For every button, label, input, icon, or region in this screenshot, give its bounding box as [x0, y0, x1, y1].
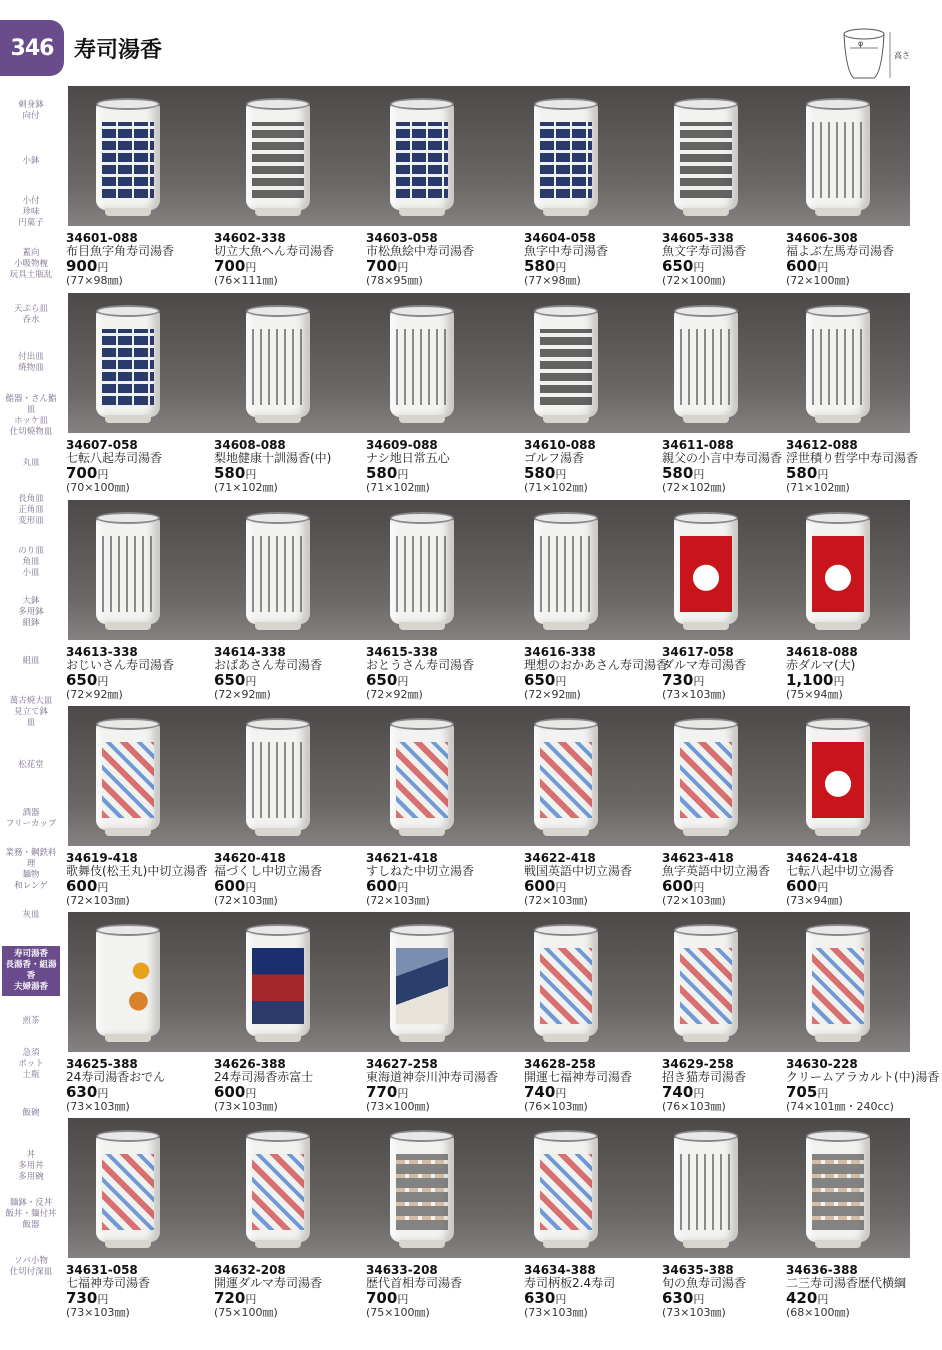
- sidebar-category-16[interactable]: 灰皿: [22, 910, 40, 920]
- product-name: ゴルフ湯香: [524, 451, 585, 465]
- product-info: [524, 232, 608, 287]
- product-info: [524, 852, 632, 907]
- yen-unit: 円: [97, 261, 109, 274]
- cup-image[interactable]: [96, 718, 160, 836]
- sidebar-category-3[interactable]: 蓋向 小吸物椀 玩具土瓶乱: [9, 248, 53, 280]
- cup-image[interactable]: [534, 512, 598, 630]
- cup-image[interactable]: [534, 98, 598, 216]
- cup-image[interactable]: [806, 98, 870, 216]
- cup-image[interactable]: [246, 718, 310, 836]
- yen-unit: 円: [245, 261, 257, 274]
- sidebar-category-18[interactable]: 煎茶: [22, 1016, 40, 1026]
- yen-unit: 円: [693, 261, 705, 274]
- product-info: [524, 1264, 615, 1319]
- cup-image[interactable]: [246, 1130, 310, 1248]
- yen-unit: 円: [555, 1293, 567, 1306]
- sidebar-category-2[interactable]: 小付 珍味 円菓子: [18, 196, 44, 228]
- product-size: (72×92㎜): [366, 688, 423, 701]
- cup-image[interactable]: [534, 718, 598, 836]
- product-name: 旬の魚寿司湯香: [662, 1276, 747, 1290]
- yen-unit: 円: [245, 1293, 257, 1306]
- product-price: 600: [66, 877, 98, 895]
- product-row-band: [68, 293, 910, 433]
- product-price: 420: [786, 1289, 818, 1307]
- product-info: [214, 439, 331, 494]
- product-code: 34621-418: [366, 851, 438, 865]
- cup-image[interactable]: [390, 98, 454, 216]
- product-price: 650: [524, 671, 556, 689]
- yen-unit: 円: [397, 1293, 409, 1306]
- product-info: [662, 1058, 746, 1113]
- product-name: 福よぶ左馬寿司湯香: [786, 244, 895, 258]
- product-price: 580: [786, 464, 818, 482]
- product-size: (73×94㎜): [786, 894, 843, 907]
- page-number-badge: 346: [0, 20, 64, 76]
- cup-image[interactable]: [674, 512, 738, 630]
- product-size: (71×102㎜): [214, 481, 278, 494]
- product-info: [66, 232, 174, 287]
- product-price: 580: [524, 464, 556, 482]
- product-info: [662, 646, 746, 701]
- product-code: 34616-338: [524, 645, 596, 659]
- product-name: すしねた中切立湯香: [366, 864, 475, 878]
- diameter-label: φ: [858, 39, 864, 48]
- product-name: 戦国英語中切立湯香: [524, 864, 633, 878]
- product-name: 東海道神奈川沖寿司湯香: [366, 1070, 499, 1084]
- yen-unit: 円: [555, 1087, 567, 1100]
- product-name: 布目魚字角寿司湯香: [66, 244, 175, 258]
- yen-unit: 円: [817, 881, 829, 894]
- product-price: 650: [66, 671, 98, 689]
- product-name: 市松魚絵中寿司湯香: [366, 244, 475, 258]
- product-code: 34627-258: [366, 1057, 438, 1071]
- product-info: [66, 852, 207, 907]
- product-code: 34626-388: [214, 1057, 286, 1071]
- product-row-band: [68, 912, 910, 1052]
- sidebar-category-17[interactable]: 寿司湯香 長湯香・組湯香 夫婦湯香: [2, 946, 60, 996]
- product-info: [366, 1264, 462, 1319]
- product-size: (70×100㎜): [66, 481, 130, 494]
- product-name: 歴代首相寿司湯香: [366, 1276, 463, 1290]
- product-size: (73×103㎜): [214, 1100, 278, 1113]
- product-code: 34612-088: [786, 438, 858, 452]
- product-name: 寿司柄板2.4寿司: [524, 1276, 616, 1290]
- product-size: (72×103㎜): [214, 894, 278, 907]
- product-name: ナシ地日常五心: [366, 451, 450, 465]
- product-size: (78×95㎜): [366, 274, 423, 287]
- product-price: 600: [214, 1083, 246, 1101]
- product-code: 34618-088: [786, 645, 858, 659]
- product-code: 34613-338: [66, 645, 138, 659]
- sidebar-category-4[interactable]: 天ぷら皿 呑水: [13, 304, 48, 325]
- product-code: 34631-058: [66, 1263, 138, 1277]
- product-price: 600: [524, 877, 556, 895]
- product-name: 梨地健康十訓湯香(中): [214, 451, 332, 465]
- product-row-band: [68, 1118, 910, 1258]
- yen-unit: 円: [817, 468, 829, 481]
- product-name: 歌舞伎(松王丸)中切立湯香: [66, 864, 208, 878]
- product-price: 705: [786, 1083, 818, 1101]
- cup-image[interactable]: [390, 1130, 454, 1248]
- product-price: 630: [662, 1289, 694, 1307]
- product-code: 34608-088: [214, 438, 286, 452]
- yen-unit: 円: [245, 675, 257, 688]
- product-price: 580: [214, 464, 246, 482]
- product-name: おじいさん寿司湯香: [66, 658, 175, 672]
- product-name: 浮世積り哲学中寿司湯香: [786, 451, 919, 465]
- yen-unit: 円: [97, 468, 109, 481]
- product-size: (74×101㎜・240cc): [786, 1100, 894, 1113]
- product-name: 切立大魚へん寿司湯香: [214, 244, 335, 258]
- product-name: 七転八起寿司湯香: [66, 451, 163, 465]
- cup-image[interactable]: [246, 512, 310, 630]
- product-size: (72×92㎜): [524, 688, 581, 701]
- sidebar-category-5[interactable]: 付出皿 焼物皿: [18, 352, 44, 373]
- product-code: 34602-338: [214, 231, 286, 245]
- cup-image[interactable]: [390, 924, 454, 1042]
- yen-unit: 円: [817, 1087, 829, 1100]
- product-price: 650: [662, 257, 694, 275]
- product-price: 700: [214, 257, 246, 275]
- cup-image[interactable]: [390, 305, 454, 423]
- yen-unit: 円: [397, 1087, 409, 1100]
- cup-image[interactable]: [674, 305, 738, 423]
- product-info: [524, 646, 668, 701]
- cup-image[interactable]: [246, 98, 310, 216]
- product-price: 580: [524, 257, 556, 275]
- cup-image[interactable]: [806, 924, 870, 1042]
- product-info: [786, 439, 918, 494]
- yen-unit: 円: [693, 881, 705, 894]
- sidebar-category-22[interactable]: 麺鉢・反丼 飯丼・麺付丼 飯器: [5, 1198, 57, 1230]
- product-code: 34634-388: [524, 1263, 596, 1277]
- product-price: 740: [524, 1083, 556, 1101]
- product-info: [66, 1058, 165, 1113]
- yen-unit: 円: [245, 468, 257, 481]
- product-code: 34611-088: [662, 438, 734, 452]
- sidebar-category-14[interactable]: 酒器 フリーカップ: [5, 808, 57, 829]
- product-price: 770: [366, 1083, 398, 1101]
- product-code: 34622-418: [524, 851, 596, 865]
- sidebar-category-8[interactable]: 長角皿 正角皿 変形皿: [18, 494, 44, 526]
- product-info: [662, 232, 746, 287]
- product-size: (76×103㎜): [662, 1100, 726, 1113]
- sidebar-category-15[interactable]: 業務・鋼鉄料理 麺物 和レンゲ: [5, 848, 57, 891]
- product-code: 34623-418: [662, 851, 734, 865]
- product-size: (75×100㎜): [366, 1306, 430, 1319]
- cup-image[interactable]: [96, 924, 160, 1042]
- product-code: 34604-058: [524, 231, 596, 245]
- product-info: [214, 646, 322, 701]
- product-price: 630: [524, 1289, 556, 1307]
- product-code: 34628-258: [524, 1057, 596, 1071]
- product-price: 600: [366, 877, 398, 895]
- sidebar-category-20[interactable]: 飯碗: [22, 1108, 40, 1118]
- product-row-band: [68, 500, 910, 640]
- yen-unit: 円: [555, 261, 567, 274]
- product-name: 魚字中寿司湯香: [524, 244, 609, 258]
- product-size: (73×103㎜): [662, 688, 726, 701]
- product-info: [662, 1264, 746, 1319]
- yen-unit: 円: [817, 1293, 829, 1306]
- sidebar-category-1[interactable]: 小鉢: [22, 156, 40, 166]
- product-code: 34605-338: [662, 231, 734, 245]
- product-info: [786, 1264, 906, 1319]
- product-size: (72×92㎜): [66, 688, 123, 701]
- product-name: 開運ダルマ寿司湯香: [214, 1276, 323, 1290]
- product-price: 720: [214, 1289, 246, 1307]
- product-size: (75×100㎜): [214, 1306, 278, 1319]
- sidebar-category-7[interactable]: 丸皿: [22, 458, 40, 468]
- product-info: [66, 646, 174, 701]
- product-price: 730: [66, 1289, 98, 1307]
- product-size: (72×103㎜): [524, 894, 588, 907]
- product-name: ダルマ寿司湯香: [662, 658, 747, 672]
- product-price: 700: [366, 257, 398, 275]
- sidebar-category-12[interactable]: 萬古焼大皿 見立て鉢 皿: [9, 696, 53, 728]
- product-code: 34629-258: [662, 1057, 734, 1071]
- product-info: [214, 852, 322, 907]
- yen-unit: 円: [555, 468, 567, 481]
- yen-unit: 円: [97, 1293, 109, 1306]
- yen-unit: 円: [397, 468, 409, 481]
- sidebar-category-10[interactable]: 大鉢 多用鉢 組鉢: [18, 596, 44, 628]
- product-size: (72×100㎜): [786, 274, 850, 287]
- cup-image[interactable]: [96, 98, 160, 216]
- sidebar-category-6[interactable]: 鮨器・さん鮨皿 ホッケ皿 仕切焼物皿: [5, 394, 57, 437]
- product-price: 650: [366, 671, 398, 689]
- product-info: [214, 232, 334, 287]
- cup-image[interactable]: [806, 718, 870, 836]
- product-code: 34615-338: [366, 645, 438, 659]
- cup-image[interactable]: [96, 305, 160, 423]
- product-info: [662, 852, 770, 907]
- product-name: 二三寿司湯香歴代横綱: [786, 1276, 907, 1290]
- product-info: [524, 1058, 632, 1113]
- product-code: 34617-058: [662, 645, 734, 659]
- sidebar-category-13[interactable]: 松花堂: [18, 760, 44, 770]
- product-info: [66, 1264, 150, 1319]
- cup-image[interactable]: [806, 512, 870, 630]
- yen-unit: 円: [555, 881, 567, 894]
- product-name: 福づくし中切立湯香: [214, 864, 323, 878]
- product-price: 900: [66, 257, 98, 275]
- product-price: 630: [66, 1083, 98, 1101]
- product-price: 730: [662, 671, 694, 689]
- product-info: [366, 1058, 498, 1113]
- yen-unit: 円: [397, 261, 409, 274]
- product-size: (72×103㎜): [66, 894, 130, 907]
- product-code: 34610-088: [524, 438, 596, 452]
- product-price: 580: [366, 464, 398, 482]
- yen-unit: 円: [245, 1087, 257, 1100]
- cup-image[interactable]: [96, 1130, 160, 1248]
- product-name: 七転八起中切立湯香: [786, 864, 895, 878]
- product-code: 34632-208: [214, 1263, 286, 1277]
- cup-image[interactable]: [674, 924, 738, 1042]
- cup-image[interactable]: [674, 718, 738, 836]
- product-size: (76×111㎜): [214, 274, 278, 287]
- product-code: 34624-418: [786, 851, 858, 865]
- product-info: [786, 646, 858, 701]
- product-price: 600: [786, 257, 818, 275]
- product-size: (73×103㎜): [66, 1306, 130, 1319]
- product-size: (72×92㎜): [214, 688, 271, 701]
- product-code: 34601-088: [66, 231, 138, 245]
- product-name: おばあさん寿司湯香: [214, 658, 323, 672]
- yen-unit: 円: [693, 468, 705, 481]
- cup-image[interactable]: [246, 924, 310, 1042]
- product-name: 親父の小言中寿司湯香: [662, 451, 783, 465]
- sidebar-category-0[interactable]: 刺身鉢 向付: [18, 100, 44, 121]
- yen-unit: 円: [397, 675, 409, 688]
- product-code: 34630-228: [786, 1057, 858, 1071]
- yen-unit: 円: [245, 881, 257, 894]
- product-code: 34609-088: [366, 438, 438, 452]
- product-size: (77×98㎜): [66, 274, 123, 287]
- yen-unit: 円: [817, 261, 829, 274]
- product-name: クリームアラカルト(中)湯香: [786, 1070, 940, 1084]
- product-name: 赤ダルマ(大): [786, 658, 856, 672]
- height-label: 高さ: [894, 51, 910, 60]
- cup-image[interactable]: [534, 924, 598, 1042]
- product-price: 650: [214, 671, 246, 689]
- product-info: [786, 852, 894, 907]
- product-name: 魚文字寿司湯香: [662, 244, 747, 258]
- yen-unit: 円: [397, 881, 409, 894]
- product-code: 34603-058: [366, 231, 438, 245]
- sidebar-category-19[interactable]: 急須 ポット 土瓶: [18, 1048, 44, 1080]
- product-name: 開運七福神寿司湯香: [524, 1070, 633, 1084]
- product-size: (72×102㎜): [662, 481, 726, 494]
- product-size: (73×103㎜): [662, 1306, 726, 1319]
- sidebar-category-21[interactable]: 丼 多用丼 多用碗: [18, 1150, 44, 1182]
- cup-image[interactable]: [806, 305, 870, 423]
- product-price: 740: [662, 1083, 694, 1101]
- product-size: (76×103㎜): [524, 1100, 588, 1113]
- product-code: 34606-308: [786, 231, 858, 245]
- product-code: 34625-388: [66, 1057, 138, 1071]
- yen-unit: 円: [693, 675, 705, 688]
- product-code: 34614-338: [214, 645, 286, 659]
- product-size: (75×94㎜): [786, 688, 843, 701]
- product-price: 600: [786, 877, 818, 895]
- product-size: (71×102㎜): [524, 481, 588, 494]
- category-sidebar: [0, 96, 62, 1350]
- product-info: [786, 232, 894, 287]
- product-size: (77×98㎜): [524, 274, 581, 287]
- product-size: (73×103㎜): [524, 1306, 588, 1319]
- product-name: 魚字英語中切立湯香: [662, 864, 771, 878]
- product-info: [66, 439, 162, 494]
- yen-unit: 円: [833, 675, 845, 688]
- product-info: [214, 1058, 313, 1113]
- cup-image[interactable]: [390, 512, 454, 630]
- cup-image[interactable]: [534, 305, 598, 423]
- product-info: [214, 1264, 322, 1319]
- sidebar-category-9[interactable]: のり皿 角皿 小皿: [18, 546, 44, 578]
- product-size: (71×102㎜): [786, 481, 850, 494]
- product-size: (72×100㎜): [662, 274, 726, 287]
- product-name: 24寿司湯香赤富士: [214, 1070, 314, 1084]
- product-code: 34635-388: [662, 1263, 734, 1277]
- product-size: (72×103㎜): [662, 894, 726, 907]
- yen-unit: 円: [555, 675, 567, 688]
- product-code: 34607-058: [66, 438, 138, 452]
- product-name: 招き猫寿司湯香: [662, 1070, 747, 1084]
- product-size: (71×102㎜): [366, 481, 430, 494]
- product-price: 1,100: [786, 671, 834, 689]
- product-name: 理想のおかあさん寿司湯香: [524, 658, 669, 672]
- product-name: おとうさん寿司湯香: [366, 658, 475, 672]
- product-info: [524, 439, 596, 494]
- cup-image[interactable]: [806, 1130, 870, 1248]
- product-price: 600: [214, 877, 246, 895]
- product-row-band: [68, 86, 910, 226]
- product-price: 600: [662, 877, 694, 895]
- product-price: 700: [366, 1289, 398, 1307]
- product-info: [786, 1058, 939, 1113]
- cup-image[interactable]: [246, 305, 310, 423]
- product-info: [366, 232, 474, 287]
- product-name: 七福神寿司湯香: [66, 1276, 151, 1290]
- yen-unit: 円: [97, 881, 109, 894]
- product-price: 580: [662, 464, 694, 482]
- cup-image[interactable]: [390, 718, 454, 836]
- yen-unit: 円: [97, 1087, 109, 1100]
- product-size: (72×103㎜): [366, 894, 430, 907]
- cup-image[interactable]: [674, 1130, 738, 1248]
- product-row-band: [68, 706, 910, 846]
- yen-unit: 円: [693, 1087, 705, 1100]
- product-info: [366, 852, 474, 907]
- page-title: 寿司湯香: [74, 38, 163, 63]
- product-code: 34620-418: [214, 851, 286, 865]
- product-code: 34619-418: [66, 851, 138, 865]
- product-price: 700: [66, 464, 98, 482]
- product-name: 24寿司湯香おでん: [66, 1070, 166, 1084]
- sidebar-category-11[interactable]: 組皿: [22, 656, 40, 666]
- yen-unit: 円: [97, 675, 109, 688]
- product-size: (73×100㎜): [366, 1100, 430, 1113]
- product-size: (73×103㎜): [66, 1100, 130, 1113]
- product-code: 34633-208: [366, 1263, 438, 1277]
- cup-image[interactable]: [534, 1130, 598, 1248]
- product-info: [662, 439, 782, 494]
- cup-image[interactable]: [96, 512, 160, 630]
- product-code: 34636-388: [786, 1263, 858, 1277]
- product-size: (68×100㎜): [786, 1306, 850, 1319]
- yen-unit: 円: [693, 1293, 705, 1306]
- cup-image[interactable]: [674, 98, 738, 216]
- sidebar-category-23[interactable]: ソバ小物 仕切付深皿: [9, 1256, 53, 1277]
- product-info: [366, 646, 474, 701]
- product-info: [366, 439, 450, 494]
- cup-dimension-diagram: [836, 24, 931, 84]
